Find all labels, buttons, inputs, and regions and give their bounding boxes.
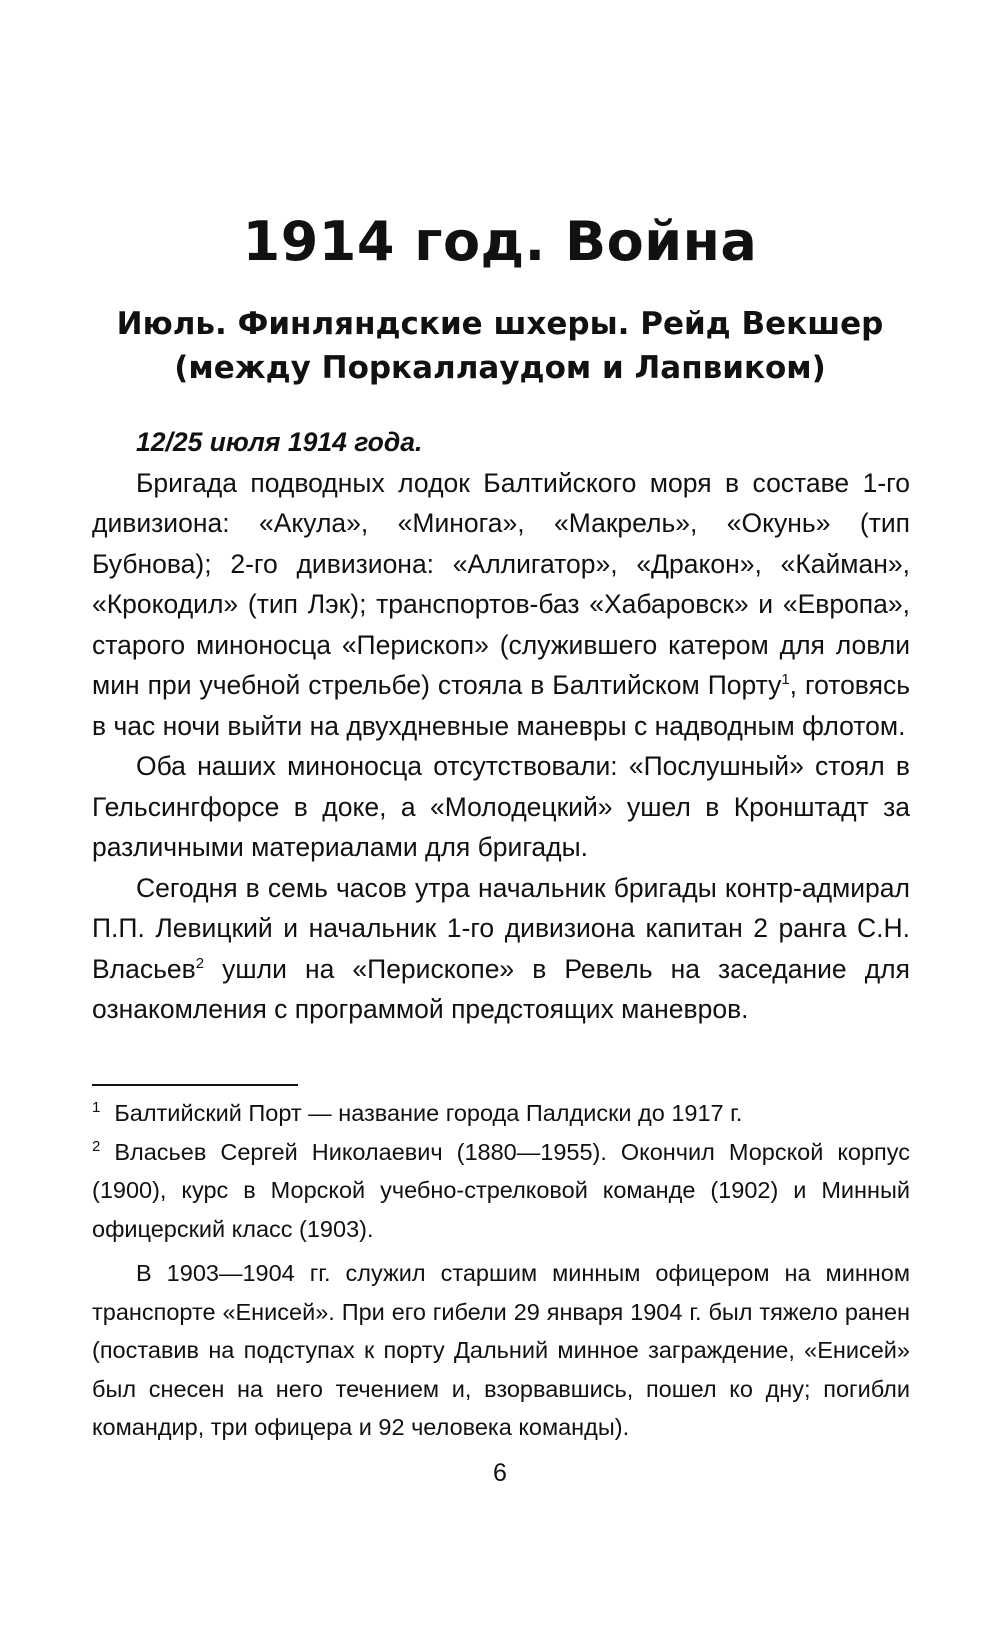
footnotes [92,1094,910,1447]
paragraph-1 [92,463,910,747]
footnote-2 [92,1133,910,1249]
page-number: 6 [493,1459,507,1487]
chapter-subtitle [60,302,940,390]
subtitle-line-2: (между Поркаллаудом и Лапвиком) [174,350,826,386]
paragraph-1-text-a: Бригада подводных лодок Балтийского моря в составе 1-го дивизиона: «Акула», «Минога», «Макрель», «Окунь» (тип Бубнова); 2-го дивизиона: «Аллигатор», «Дракон», «Кайман», «Крокодил» (тип Лэк); транспортов-баз «Хабаровск» и «Европа», старого миноносца «Перископ» (служившего катером для ловли мин при учебной стрельбе) стояла в Балтийском Порту [92,467,910,700]
footnote-1 [92,1094,910,1133]
chapter-title: 1914 год. Война [242,210,758,273]
footnote-2-text: Власьев Сергей Николаевич (1880—1955). Окончил Морской корпус (1900), курс в Морской учебно-стрелковой команде (1902) и Минный офицерский класс (1903). [92,1138,910,1242]
paragraph-3-text-b: ушли на «Перископе» в Ревель на заседание для ознакомления с программой предстоящих маневров. [92,953,910,1024]
main-text [92,422,910,1030]
footnote-2-continuation: В 1903—1904 гг. служил старшим минным офицером на минном транспорте «Енисей». При его гибели 29 января 1904 г. был тяжело ранен (поставив на подступах к порту Дальний минное заграждение, «Енисей» был снесен на него течением и, взорвавшись, пошел ко дну; погибли командир, три офицера и 92 человека команды). [92,1260,910,1440]
footnote-2-number: 2 [92,1137,101,1155]
paragraph-1-text-b: , готовясь в час ночи выйти на двухдневные маневры с надводным флотом. [92,670,910,741]
paragraph-3-text-a: Сегодня в семь часов утра начальник бригады контр-адмирал П.П. Левицкий и начальник 1-го дивизиона капитан 2 ранга С.Н. Власьев [92,872,910,984]
subtitle-line-1: Июль. Финляндские шхеры. Рейд Векшер [116,306,884,342]
paragraph-3 [92,868,910,1030]
footnote-1-text: Балтийский Порт — название города Палдиски до 1917 г. [114,1100,743,1126]
footnote-ref-2: 2 [195,954,205,972]
footnote-divider [92,1084,298,1086]
footnote-1-number: 1 [92,1099,101,1117]
paragraph-2: Оба наших миноносца отсутствовали: «Послушный» стоял в Гельсингфорсе в доке, а «Молодецкий» ушел в Кронштадт за различными материалами для бригады. [92,751,910,862]
footnote-ref-1: 1 [781,671,790,689]
entry-date: 12/25 июля 1914 года. [136,427,423,457]
